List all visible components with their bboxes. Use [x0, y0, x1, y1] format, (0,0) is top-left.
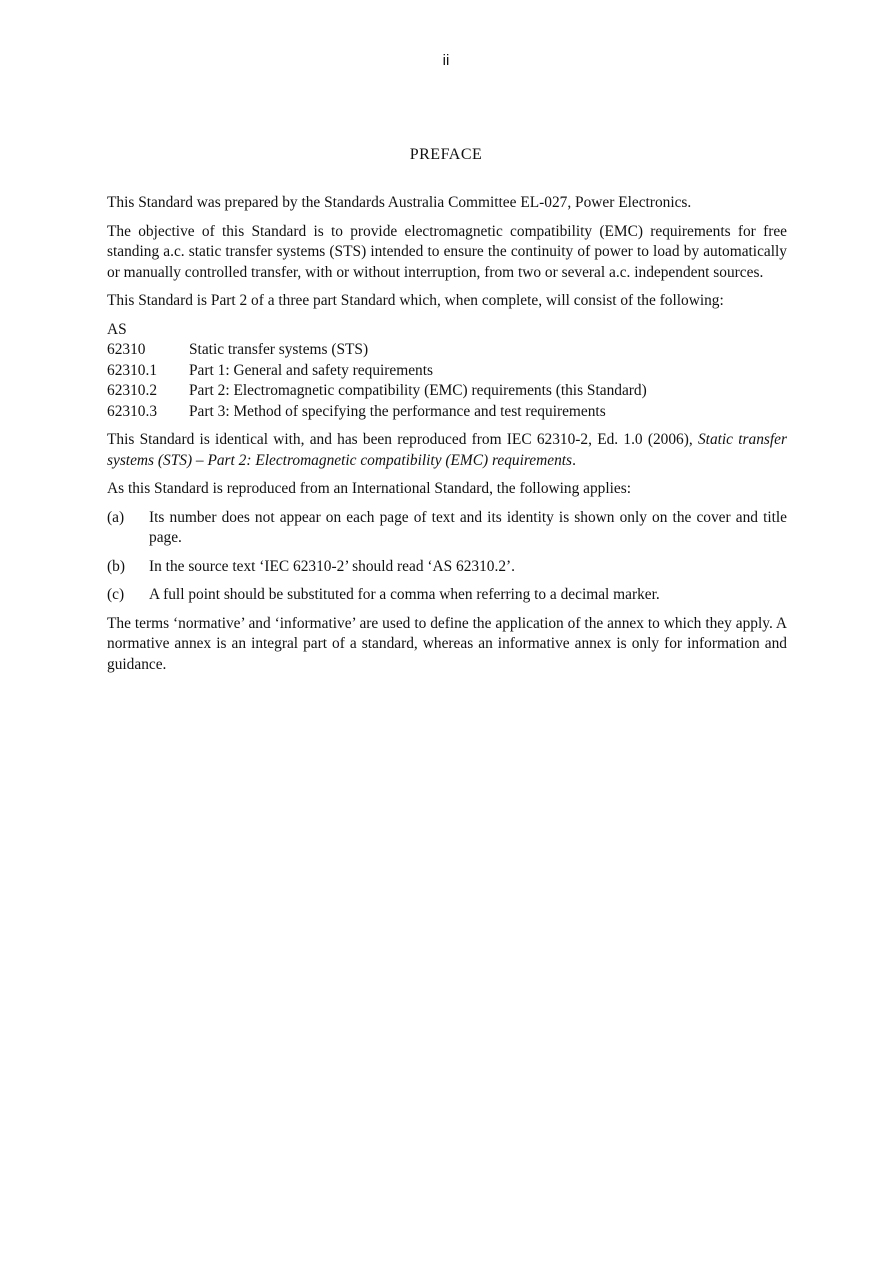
identical-with-paragraph: [107, 430, 787, 471]
source-standard-title: Static transfer systems (STS) – Part 2: Electromagnetic compatibility (EMC) requirements: [107, 431, 787, 469]
identical-with-end: .: [572, 451, 576, 469]
series-item: [107, 381, 787, 402]
series-intro-paragraph: This Standard is Part 2 of a three part Standard which, when complete, will consist of the following:: [107, 292, 724, 309]
series-item-number: 62310: [107, 341, 146, 358]
page-title: PREFACE: [409, 146, 483, 163]
series-item-title: Part 3: Method of specifying the performance and test requirements: [189, 402, 606, 420]
note-text: A full point should be substituted for a comma when referring to a decimal marker.: [149, 586, 660, 603]
series-item: [107, 340, 787, 361]
preface-body: [107, 193, 787, 683]
identical-with-text: This Standard is identical with, and has been reproduced from IEC 62310-2, Ed. 1.0 (2006),: [107, 431, 693, 448]
reproduction-paragraph: As this Standard is reproduced from an International Standard, the following applies:: [107, 480, 632, 497]
normative-informative-paragraph: The terms ‘normative’ and ‘informative’ are used to define the application of the annex to which they apply. A normative annex is an integral part of a standard, whereas an informative annex is only for information and guidance.: [107, 614, 787, 673]
note-item: [107, 557, 787, 578]
note-item: [107, 585, 787, 606]
note-item: [107, 508, 787, 549]
series-item-number: 62310.1: [107, 361, 158, 379]
series-prefix: AS: [107, 320, 127, 338]
note-marker: (a): [107, 508, 125, 526]
series-item-number: 62310.3: [107, 402, 158, 420]
committee-paragraph: This Standard was prepared by the Standards Australia Committee EL-027, Power Electronics.: [107, 194, 692, 211]
series-item-title: Part 1: General and safety requirements: [189, 361, 434, 379]
objective-paragraph: The objective of this Standard is to provide electromagnetic compatibility (EMC) requirements for free standing a.c. static transfer systems (STS) intended to ensure the continuity of power to load by automatically or manually controlled transfer, with or without interruption, from two or several a.c. independent sources.: [107, 222, 787, 281]
series-item-title: Static transfer systems (STS): [189, 341, 369, 358]
standard-series-list: [107, 320, 787, 423]
series-item: [107, 361, 787, 382]
series-item-number: 62310.2: [107, 382, 158, 399]
note-text: Its number does not appear on each page of text and its identity is shown only on the cover and title page.: [149, 508, 787, 546]
note-marker: (c): [107, 586, 125, 603]
note-marker: (b): [107, 557, 125, 575]
series-item-title: Part 2: Electromagnetic compatibility (EMC) requirements (this Standard): [189, 382, 647, 399]
series-item: [107, 402, 787, 423]
note-text: In the source text ‘IEC 62310-2’ should read ‘AS 62310.2’.: [149, 557, 516, 575]
page-number: ii: [442, 52, 450, 69]
